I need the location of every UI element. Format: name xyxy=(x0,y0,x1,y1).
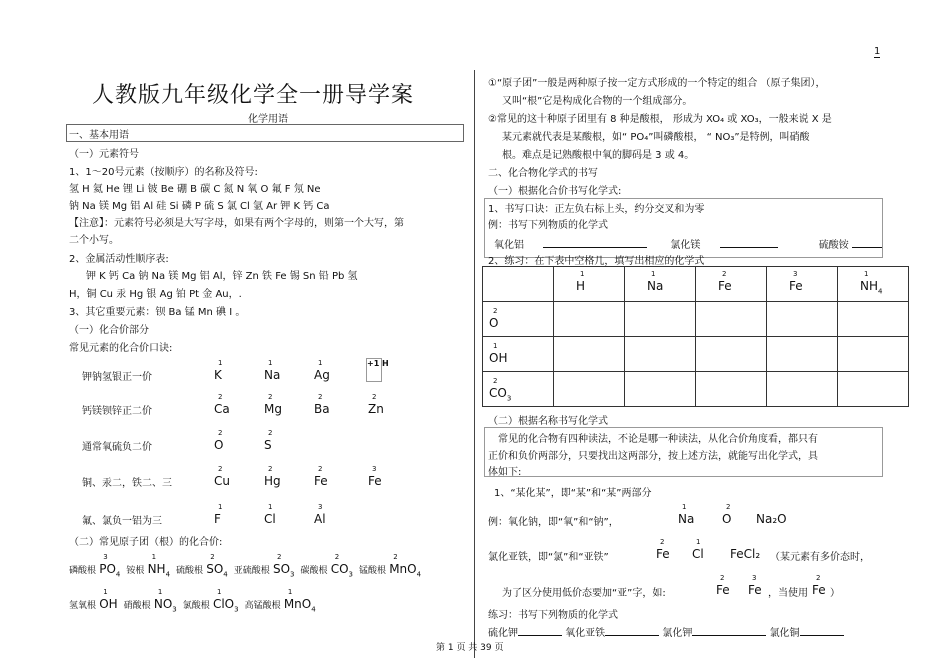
element-symbol: 1 Cl xyxy=(264,503,276,526)
valence-mark: 2 xyxy=(268,429,273,437)
grid-answer-cell[interactable] xyxy=(696,372,767,407)
grid-answer-cell[interactable] xyxy=(838,372,909,407)
formula: 2 O xyxy=(722,503,732,526)
subsection-heading: （一）化合价部分 xyxy=(69,325,149,336)
valence-rule-label: 钙镁钡锌正二价 xyxy=(82,406,152,417)
valence-mark: 1 xyxy=(218,359,223,367)
valence-h-icon: +1 H xyxy=(366,358,382,382)
ion-item: 硝酸根 1 $NO_3$ xyxy=(123,588,177,614)
page-title: 人教版九年级化学全一册导学案 xyxy=(92,83,415,108)
element-symbol: 1 Na xyxy=(264,359,281,382)
element-symbol: 2 Ca xyxy=(214,393,230,416)
text-line: ②常见的这十种原子团里有 8 种是酸根， 形成为 XO₄ 或 XO₃，一般来说 X 是 xyxy=(488,114,832,125)
note-line: 二个小写。 xyxy=(69,235,119,246)
formula: 1 Cl xyxy=(692,538,704,561)
element-symbol: 2 Fe xyxy=(314,465,328,488)
grid-answer-cell[interactable] xyxy=(554,302,625,337)
section-heading: 一、基本用语 xyxy=(69,130,129,141)
grid-answer-cell[interactable] xyxy=(625,302,696,337)
text-line: 氯化亚铁，即“氯”和“亚铁” xyxy=(488,552,609,563)
ion-row xyxy=(69,588,322,614)
valence-mark: 2 xyxy=(372,393,377,401)
text-line: 常见的化合物有四种读法，不论是哪一种读法，从化合价角度看，都只有 xyxy=(498,434,818,445)
text-line: 1、“某化某”，即“某”和“某”两部分 xyxy=(494,488,652,499)
valence-rule-label: 通常氧硫负二价 xyxy=(82,442,152,453)
text-line: 为了区分使用低价态要加“亚”字，如: xyxy=(502,588,666,599)
text-line: 3、其它重要元素：钡 Ba 锰 Mn 碘 I 。 xyxy=(69,307,246,318)
subsection-heading: （二）根据名称书写化学式 xyxy=(488,416,608,427)
answer-blank[interactable] xyxy=(692,635,766,636)
ion-item: 铵根 1 $NH_4$ xyxy=(126,553,171,579)
valence-rule-label: 钾钠氢银正一价 xyxy=(82,372,152,383)
text-line: ①“原子团”一般是两种原子按一定方式形成的一个特定的组合 （原子集团）， xyxy=(488,78,826,89)
element-symbol: 2 Zn xyxy=(368,393,384,416)
grid-answer-cell[interactable] xyxy=(767,337,838,372)
element-list-line: 氢 H 氦 He 锂 Li 铍 Be 硼 B 碳 C 氮 N 氧 O 氟 F 氖 Ne xyxy=(69,184,321,195)
valence-mark: 2 xyxy=(318,465,323,473)
formula: Na₂O xyxy=(756,512,787,526)
ion-item: 碳酸根 2 $CO_3$ xyxy=(300,553,353,579)
text-line: 某元素就代表是某酸根，如“ PO₄”叫磷酸根， “ NO₃”是特例，叫硝酸 xyxy=(502,132,810,143)
subsection-heading: （一）根据化合价书写化学式: xyxy=(488,186,622,197)
text-line: 练习：书写下列物质的化学式 xyxy=(488,610,618,621)
answer-blank[interactable] xyxy=(852,247,882,248)
page-footer: 第 1 页 共 39 页 xyxy=(436,643,504,653)
element-symbol: 1 F xyxy=(214,503,223,526)
valence-mark: 3 xyxy=(372,465,377,473)
element-symbol: 2 S xyxy=(264,429,273,452)
activity-series-line: 钾 K 钙 Ca 钠 Na 镁 Mg 铝 Al，锌 Zn 铁 Fe 锡 Sn 铅 Pb 氢 xyxy=(86,271,358,282)
grid-row-header: 2 $CO_3$ xyxy=(483,372,554,407)
valence-rule-label: 氟、氯负一铝为三 xyxy=(82,516,162,527)
grid-col-header: 2 Fe xyxy=(696,267,767,302)
element-symbol: 2 Cu xyxy=(214,465,230,488)
element-list-line: 钠 Na 镁 Mg 铝 Al 硅 Si 磷 P 硫 S 氯 Cl 氩 Ar 钾 K 钙 Ca xyxy=(69,201,330,212)
element-symbol: 2 O xyxy=(214,429,224,452)
valence-mark: 1 xyxy=(218,503,223,511)
text-line: 例：书写下列物质的化学式 xyxy=(488,220,608,231)
ion-item: 氢氧根 1 OH xyxy=(69,588,118,611)
valence-mark: 2 xyxy=(218,429,223,437)
grid-answer-cell[interactable] xyxy=(696,302,767,337)
ion-item: 亚硫酸根 2 $SO_3$ xyxy=(233,553,295,579)
grid-corner xyxy=(483,267,554,302)
ion-item: 磷酸根 3 $PO_4$ xyxy=(69,553,121,579)
valence-mark: 2 xyxy=(268,393,273,401)
ion-item: 氯酸根 1 ClO$_3$ xyxy=(182,588,239,614)
exercise-label: 氧化铝 氯化镁 硫酸铵 xyxy=(494,236,882,251)
element-symbol: 3 Fe xyxy=(368,465,382,488)
answer-blank[interactable] xyxy=(720,247,778,248)
valence-mark: 1 xyxy=(268,503,273,511)
text-line: 正价和负价两部分，只要找出这两部分，按上述方法，就能写出化学式，具 xyxy=(488,451,818,462)
valence-mark: 2 xyxy=(218,393,223,401)
grid-answer-cell[interactable] xyxy=(838,302,909,337)
text-line: 根。难点是记熟酸根中氧的脚码是 3 或 4。 xyxy=(502,150,695,161)
grid-col-header: 1 Na xyxy=(625,267,696,302)
valence-rule-label: 铜、汞二，铁二、三 xyxy=(82,478,172,489)
valence-mark: 1 xyxy=(318,359,323,367)
grid-answer-cell[interactable] xyxy=(625,337,696,372)
answer-blank[interactable] xyxy=(543,247,647,248)
grid-col-header: 1 $NH_4$ xyxy=(838,267,909,302)
column-divider xyxy=(474,70,475,658)
subsection-heading: （一）元素符号 xyxy=(69,149,139,160)
grid-answer-cell[interactable] xyxy=(696,337,767,372)
text-line: 2、练习：在下表中空格几，填写出相应的化学式 xyxy=(488,256,705,267)
answer-blank[interactable] xyxy=(518,635,562,636)
grid-answer-cell[interactable] xyxy=(554,337,625,372)
text-line: 体如下: xyxy=(488,467,522,478)
text-line: ，当使用 xyxy=(768,588,808,599)
valence-mark: 2 xyxy=(268,465,273,473)
formula-grid xyxy=(482,266,909,407)
grid-row-header: 2 O xyxy=(483,302,554,337)
formula: 2 Fe xyxy=(716,574,730,597)
grid-col-header: 3 Fe xyxy=(767,267,838,302)
grid-answer-cell[interactable] xyxy=(554,372,625,407)
subtitle: 化学用语 xyxy=(248,114,288,125)
formula: FeCl₂ xyxy=(730,547,761,561)
answer-blank[interactable] xyxy=(800,635,844,636)
exercise-line: 硫化钾 氧化亚铁 氯化钾 氯化铜 xyxy=(488,624,844,639)
grid-answer-cell[interactable] xyxy=(767,302,838,337)
text-line: 2、金属活动性顺序表: xyxy=(69,254,169,265)
text-line: 又叫“根”它是构成化合物的一个组成部分。 xyxy=(502,96,693,107)
section-heading: 二、化合物化学式的书写 xyxy=(488,168,598,179)
grid-answer-cell[interactable] xyxy=(767,372,838,407)
text-line: （某元素有多价态时， xyxy=(770,552,870,563)
element-symbol: 1 Ag xyxy=(314,359,330,382)
formula: 2 Fe xyxy=(812,574,826,597)
formula: 3 Fe xyxy=(748,574,762,597)
activity-series-line: H，铜 Cu 汞 Hg 银 Ag 铂 Pt 金 Au，. xyxy=(69,289,242,300)
ion-item: 锰酸根 2 MnO$_4$ xyxy=(359,553,422,579)
grid-col-header: 1 H xyxy=(554,267,625,302)
ion-item: 高锰酸根 1 MnO$_4$ xyxy=(244,588,316,614)
ion-row xyxy=(69,553,427,579)
text-line: ） xyxy=(830,588,840,599)
formula: 1 Na xyxy=(678,503,695,526)
valence-mark: 1 xyxy=(268,359,273,367)
subsection-heading: （二）常见原子团（根）的化合价: xyxy=(69,537,223,548)
element-symbol: 1 K xyxy=(214,359,223,382)
text-line: 例：氧化钠，即“氧”和“钠”， xyxy=(488,517,619,528)
valence-mark: 2 xyxy=(318,393,323,401)
ion-item: 硫酸根 2 $SO_4$ xyxy=(176,553,228,579)
answer-blank[interactable] xyxy=(605,635,659,636)
grid-row-header: 1 OH xyxy=(483,337,554,372)
valence-mark: 2 xyxy=(218,465,223,473)
page-number-top: 1 xyxy=(874,46,881,57)
grid-answer-cell[interactable] xyxy=(625,372,696,407)
valence-mark: 3 xyxy=(318,503,323,511)
text-line: 常见元素的化合价口诀: xyxy=(69,343,173,354)
note-line: 【注意】：元素符号必须是大写字母，如果有两个字母的，则第一个大写，第 xyxy=(69,218,404,229)
element-symbol: 2 Mg xyxy=(264,393,282,416)
element-symbol: 2 Hg xyxy=(264,465,281,488)
grid-answer-cell[interactable] xyxy=(838,337,909,372)
formula: 2 Fe xyxy=(656,538,670,561)
text-line: 1、1～20号元素（按顺序）的名称及符号: xyxy=(69,167,258,178)
element-symbol: 3 Al xyxy=(314,503,326,526)
element-symbol: 2 Ba xyxy=(314,393,330,416)
text-line: 1、书写口诀：正左负右标上头，约分交叉和为零 xyxy=(488,204,705,215)
